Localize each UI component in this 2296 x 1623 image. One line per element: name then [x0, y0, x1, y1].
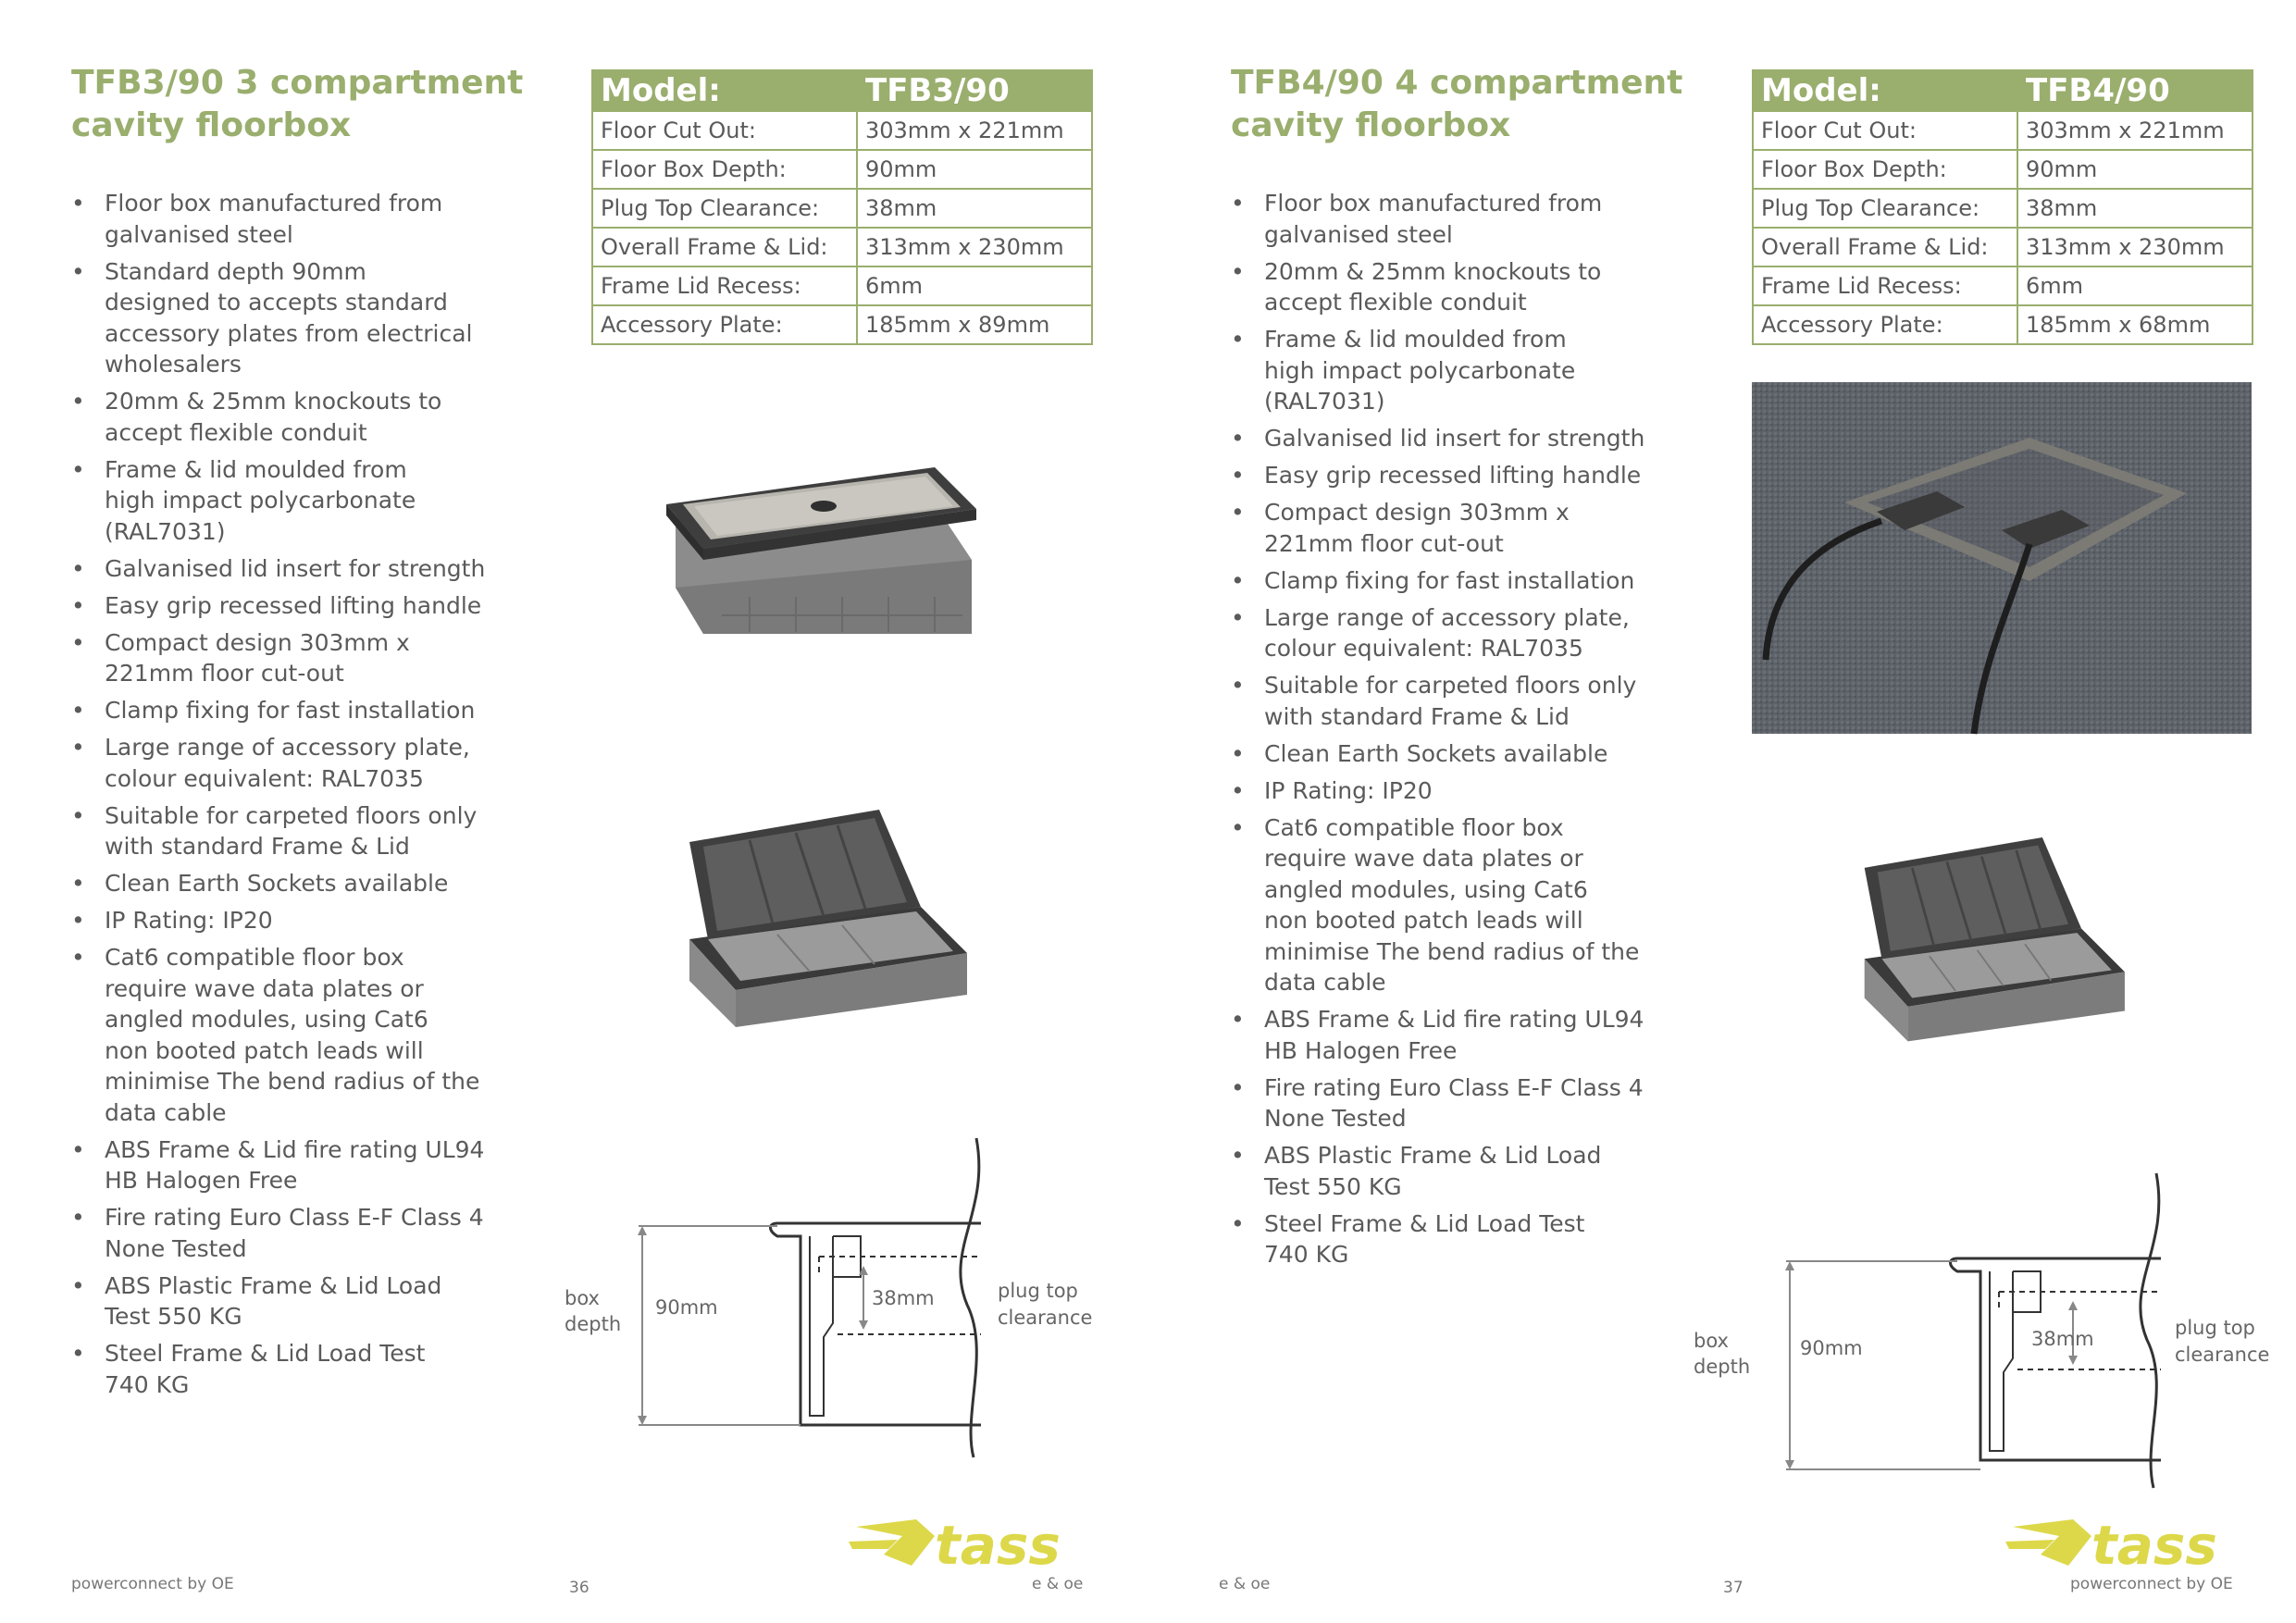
feature-text: None Tested: [1264, 1105, 1407, 1132]
feature-text: • Floor box manufactured from: [1264, 190, 1603, 217]
feature-text: • 20mm & 25mm knockouts to: [1264, 257, 1602, 285]
feature-item: [71, 1202, 506, 1264]
feature-text: • Floor box manufactured from: [105, 190, 443, 217]
spec-row: [1753, 111, 2253, 150]
feature-item: [71, 188, 506, 250]
spec-value: 90mm: [2017, 150, 2253, 189]
feature-text: • Cat6 compatible floor box: [1264, 813, 1564, 841]
feature-text: 740 KG: [1264, 1241, 1349, 1268]
feature-text: • Compact design 303mm x: [1264, 499, 1570, 526]
spec-row: [592, 266, 1092, 305]
feature-text: angled modules, using Cat6: [105, 1006, 428, 1033]
feature-text: • Large range of accessory plate,: [105, 734, 470, 761]
spec-row: [592, 228, 1092, 266]
tass-logo: [847, 1514, 1092, 1577]
tass-logo: [2004, 1514, 2249, 1577]
feature-text: data cable: [1264, 969, 1386, 996]
feature-text: • Suitable for carpeted floors only: [105, 801, 478, 829]
feature-item: [71, 627, 506, 689]
plug-top-label: plug top: [998, 1280, 1078, 1302]
feature-text: require wave data plates or: [105, 974, 424, 1002]
spec-label: Accessory Plate:: [592, 305, 857, 344]
feature-text: • IP Rating: IP20: [105, 907, 273, 934]
feature-text: • Clamp fixing for fast installation: [105, 697, 476, 724]
feature-text: • Galvanised lid insert for strength: [1264, 425, 1645, 452]
right-page-title: [1231, 62, 1682, 147]
feature-item: [71, 732, 506, 794]
spec-value: 185mm x 89mm: [857, 305, 1092, 344]
feature-text: • 20mm & 25mm knockouts to: [105, 388, 442, 415]
feature-item: [1231, 812, 1666, 998]
spec-label: Overall Frame & Lid:: [592, 228, 857, 266]
feature-text: • Fire rating Euro Class E-F Class 4: [1264, 1073, 1644, 1101]
feature-text: • ABS Frame & Lid fire rating UL94: [1264, 1006, 1644, 1033]
spec-value: 6mm: [2017, 266, 2253, 305]
feature-item: [71, 695, 506, 726]
title-line: cavity floorbox: [71, 106, 352, 144]
feature-text: designed to accepts standard: [105, 289, 448, 316]
feature-item: [71, 905, 506, 936]
feature-text: • Compact design 303mm x: [105, 628, 410, 656]
spec-label: Plug Top Clearance:: [592, 189, 857, 228]
right-clearance-diagram: [1689, 1173, 2270, 1488]
feature-text: • Cat6 compatible floor box: [105, 944, 404, 971]
feature-text: • Standard depth 90mm: [105, 257, 366, 285]
box-depth-label: box: [565, 1287, 600, 1309]
title-line: TFB3/90 3 compartment: [71, 64, 524, 102]
feature-item: [71, 942, 506, 1128]
feature-text: non booted patch leads will: [105, 1036, 424, 1064]
plug-top-label: clearance: [998, 1307, 1093, 1329]
feature-text: 221mm floor cut-out: [105, 660, 344, 687]
feature-item: [71, 454, 506, 548]
feature-text: • ABS Plastic Frame & Lid Load: [1264, 1142, 1602, 1169]
depth-value: 90mm: [655, 1296, 718, 1319]
feature-text: minimise The bend radius of the: [105, 1068, 480, 1095]
feature-text: 740 KG: [105, 1370, 190, 1398]
feature-text: accessory plates from electrical: [105, 319, 473, 347]
feature-item: [1231, 670, 1666, 732]
feature-text: • Clean Earth Sockets available: [105, 870, 449, 897]
left-clearance-diagram: [555, 1138, 1093, 1457]
feature-item: [71, 868, 506, 899]
spec-label: Floor Box Depth:: [592, 150, 857, 189]
box-depth-label: depth: [565, 1313, 622, 1335]
spec-value: 38mm: [2017, 189, 2253, 228]
feature-text: 221mm floor cut-out: [1264, 529, 1504, 557]
feature-text: data cable: [105, 1098, 227, 1126]
feature-text: (RAL7031): [1264, 388, 1385, 415]
spec-label: Floor Box Depth:: [1753, 150, 2017, 189]
feature-item: [1231, 188, 1666, 250]
feature-text: angled modules, using Cat6: [1264, 875, 1588, 903]
feature-text: (RAL7031): [105, 517, 226, 545]
feature-text: non booted patch leads will: [1264, 907, 1583, 934]
spec-value: 185mm x 68mm: [2017, 305, 2253, 344]
feature-text: • Large range of accessory plate,: [1264, 603, 1630, 631]
feature-item: [1231, 602, 1666, 664]
left-page-title: [71, 62, 523, 147]
spec-label: Plug Top Clearance:: [1753, 189, 2017, 228]
spec-row: [1753, 228, 2253, 266]
feature-item: [1231, 460, 1666, 491]
floorbox-open-photo: [685, 805, 981, 1036]
spec-row: [1753, 150, 2253, 189]
model-value: TFB4/90: [2017, 70, 2253, 111]
title-line: TFB4/90 4 compartment: [1231, 64, 1683, 102]
spec-label: Frame Lid Recess:: [592, 266, 857, 305]
feature-text: • Easy grip recessed lifting handle: [1264, 462, 1642, 489]
spec-row: [592, 189, 1092, 228]
feature-text: • Steel Frame & Lid Load Test: [105, 1340, 426, 1367]
spec-row: [592, 150, 1092, 189]
feature-item: [1231, 1140, 1666, 1202]
feature-text: • Galvanised lid insert for strength: [105, 554, 486, 582]
footer-eoe: e & oe: [1219, 1575, 1271, 1593]
feature-text: HB Halogen Free: [1264, 1036, 1458, 1064]
spec-value: 6mm: [857, 266, 1092, 305]
floorbox-carpet-photo: [1752, 382, 2252, 734]
spec-label: Frame Lid Recess:: [1753, 266, 2017, 305]
feature-text: with standard Frame & Lid: [105, 833, 410, 860]
feature-item: [1231, 423, 1666, 454]
spec-value: 303mm x 221mm: [857, 111, 1092, 150]
feature-text: accept flexible conduit: [105, 418, 367, 446]
spec-label: Floor Cut Out:: [1753, 111, 2017, 150]
left-feature-list: [71, 188, 506, 1406]
feature-item: [71, 1338, 506, 1400]
box-depth-label: depth: [1694, 1356, 1751, 1378]
feature-text: • Easy grip recessed lifting handle: [105, 591, 482, 619]
title-line: cavity floorbox: [1231, 106, 1511, 144]
feature-item: [1231, 256, 1666, 318]
model-label: Model:: [1753, 70, 2017, 111]
spec-row: [592, 305, 1092, 344]
spec-label: Floor Cut Out:: [592, 111, 857, 150]
feature-text: • Steel Frame & Lid Load Test: [1264, 1209, 1585, 1237]
feature-text: galvanised steel: [105, 220, 293, 248]
feature-text: galvanised steel: [1264, 220, 1453, 248]
feature-item: [71, 1134, 506, 1196]
feature-item: [1231, 1208, 1666, 1270]
feature-item: [1231, 738, 1666, 770]
spec-row: [1753, 266, 2253, 305]
spec-row: [1753, 189, 2253, 228]
depth-value: 90mm: [1800, 1337, 1863, 1359]
feature-item: [71, 386, 506, 448]
feature-text: high impact polycarbonate: [1264, 356, 1576, 384]
footer-brand: powerconnect by OE: [2070, 1575, 2233, 1593]
feature-text: with standard Frame & Lid: [1264, 702, 1570, 730]
feature-text: • ABS Plastic Frame & Lid Load: [105, 1271, 442, 1299]
feature-text: • IP Rating: IP20: [1264, 776, 1433, 804]
feature-text: • ABS Frame & Lid fire rating UL94: [105, 1135, 485, 1163]
spec-value: 90mm: [857, 150, 1092, 189]
spec-row: [592, 111, 1092, 150]
feature-text: • Suitable for carpeted floors only: [1264, 672, 1637, 699]
plug-top-label: plug top: [2175, 1317, 2255, 1339]
feature-text: Test 550 KG: [105, 1303, 242, 1330]
feature-text: HB Halogen Free: [105, 1167, 298, 1194]
spec-row: [1753, 305, 2253, 344]
feature-item: [1231, 1004, 1666, 1066]
floorbox-open-photo: [1860, 833, 2138, 1050]
feature-text: • Frame & lid moulded from: [1264, 326, 1567, 353]
feature-item: [71, 590, 506, 622]
feature-text: accept flexible conduit: [1264, 289, 1527, 316]
right-feature-list: [1231, 188, 1666, 1276]
feature-text: wholesalers: [105, 351, 242, 378]
clearance-value: 38mm: [2031, 1328, 2094, 1350]
floorbox-closed-photo: [666, 449, 981, 648]
spec-table-header: [592, 70, 1092, 111]
feature-text: • Fire rating Euro Class E-F Class 4: [105, 1204, 484, 1231]
feature-text: minimise The bend radius of the: [1264, 937, 1640, 965]
spec-label: Accessory Plate:: [1753, 305, 2017, 344]
page-number: 36: [569, 1579, 590, 1597]
spec-value: 313mm x 230mm: [2017, 228, 2253, 266]
logo-text: tass: [2091, 1514, 2217, 1577]
feature-item: [71, 800, 506, 862]
feature-text: require wave data plates or: [1264, 845, 1583, 872]
spec-label: Overall Frame & Lid:: [1753, 228, 2017, 266]
left-spec-table: [591, 69, 1093, 345]
feature-text: • Frame & lid moulded from: [105, 455, 407, 483]
page-number: 37: [1723, 1579, 1744, 1597]
feature-item: [1231, 324, 1666, 417]
feature-text: • Clamp fixing for fast installation: [1264, 566, 1635, 594]
feature-item: [71, 553, 506, 585]
feature-text: colour equivalent: RAL7035: [105, 764, 424, 792]
model-value: TFB3/90: [857, 70, 1092, 111]
feature-text: • Clean Earth Sockets available: [1264, 739, 1608, 767]
spec-value: 38mm: [857, 189, 1092, 228]
right-spec-table: [1752, 69, 2253, 345]
feature-text: None Tested: [105, 1234, 247, 1262]
feature-item: [71, 256, 506, 380]
spec-value: 303mm x 221mm: [2017, 111, 2253, 150]
plug-top-label: clearance: [2175, 1344, 2270, 1366]
model-label: Model:: [592, 70, 857, 111]
footer-eoe: e & oe: [1032, 1575, 1084, 1593]
feature-item: [1231, 565, 1666, 597]
clearance-value: 38mm: [872, 1287, 935, 1309]
spec-value: 313mm x 230mm: [857, 228, 1092, 266]
feature-item: [1231, 1072, 1666, 1134]
feature-text: colour equivalent: RAL7035: [1264, 635, 1583, 662]
box-depth-label: box: [1694, 1330, 1729, 1352]
feature-item: [71, 1270, 506, 1332]
feature-text: Test 550 KG: [1264, 1172, 1402, 1200]
feature-item: [1231, 497, 1666, 559]
feature-item: [1231, 775, 1666, 807]
feature-text: high impact polycarbonate: [105, 487, 416, 514]
footer-brand: powerconnect by OE: [71, 1575, 234, 1593]
spec-table-header: [1753, 70, 2253, 111]
logo-text: tass: [935, 1514, 1061, 1577]
